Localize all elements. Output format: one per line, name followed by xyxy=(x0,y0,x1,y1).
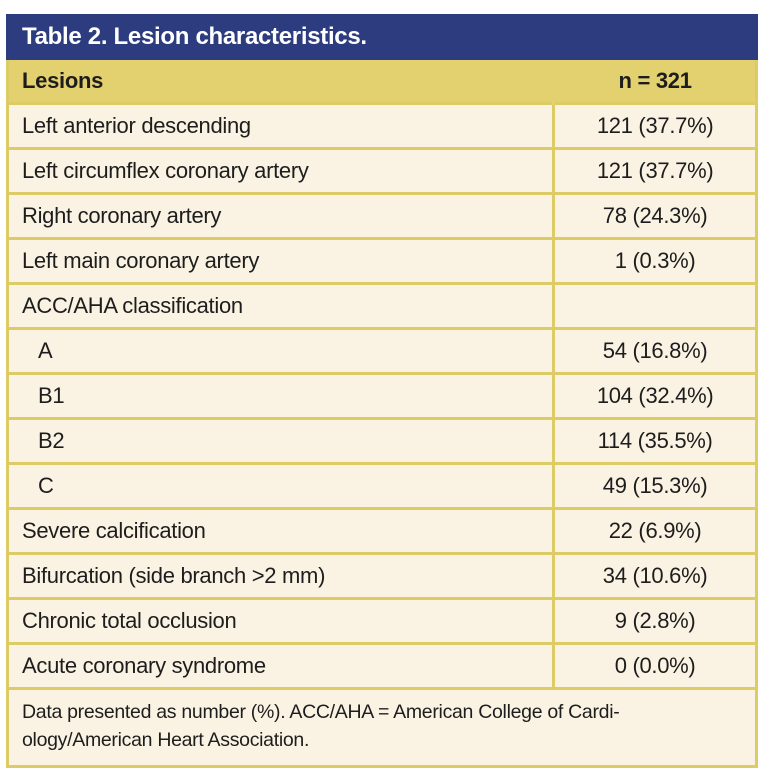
table-row xyxy=(8,284,757,329)
lesion-value-cell: 114 (35.5%) xyxy=(554,419,757,464)
lesion-value-cell: 54 (16.8%) xyxy=(554,329,757,374)
header-label-cell: Lesions xyxy=(8,60,554,104)
table-row xyxy=(8,464,757,509)
table-footnote xyxy=(8,689,757,767)
table-row xyxy=(8,509,757,554)
lesion-value-cell: 1 (0.3%) xyxy=(554,239,757,284)
table-row xyxy=(8,554,757,599)
footnote-line-2: ology/American Heart Association. xyxy=(22,728,310,751)
lesion-value-cell: 104 (32.4%) xyxy=(554,374,757,419)
table-title: Table 2. Lesion characteristics. xyxy=(22,23,367,50)
table-footnote-row xyxy=(8,689,757,767)
table-header-row xyxy=(8,60,757,104)
table-row xyxy=(8,419,757,464)
lesion-label-cell: Left main coronary artery xyxy=(8,239,554,284)
lesion-value-cell: 9 (2.8%) xyxy=(554,599,757,644)
lesion-label-cell: Left circumflex coronary artery xyxy=(8,149,554,194)
header-value-cell: n = 321 xyxy=(554,60,757,104)
lesion-value-cell: 0 (0.0%) xyxy=(554,644,757,689)
lesion-label-cell: Chronic total occlusion xyxy=(8,599,554,644)
table-title-bar xyxy=(6,14,758,60)
table-row xyxy=(8,194,757,239)
lesion-label-cell: A xyxy=(8,329,554,374)
lesion-label-cell: Severe calcification xyxy=(8,509,554,554)
table-row xyxy=(8,329,757,374)
lesion-value-cell: 78 (24.3%) xyxy=(554,194,757,239)
lesion-value-cell: 34 (10.6%) xyxy=(554,554,757,599)
lesion-value-cell: 22 (6.9%) xyxy=(554,509,757,554)
lesion-label-cell: B2 xyxy=(8,419,554,464)
lesion-label-cell: B1 xyxy=(8,374,554,419)
lesion-label-cell: Acute coronary syndrome xyxy=(8,644,554,689)
table-row xyxy=(8,104,757,149)
lesion-value-cell: 49 (15.3%) xyxy=(554,464,757,509)
lesion-value-cell: 121 (37.7%) xyxy=(554,149,757,194)
lesion-value-cell xyxy=(554,284,757,329)
lesion-table xyxy=(6,60,758,768)
lesion-label-cell: Left anterior descending xyxy=(8,104,554,149)
table-row xyxy=(8,374,757,419)
lesion-label-cell: Bifurcation (side branch >2 mm) xyxy=(8,554,554,599)
lesion-value-cell: 121 (37.7%) xyxy=(554,104,757,149)
table-row xyxy=(8,599,757,644)
lesion-label-cell: Right coronary artery xyxy=(8,194,554,239)
table-row xyxy=(8,644,757,689)
table-row xyxy=(8,239,757,284)
footnote-line-1: Data presented as number (%). ACC/AHA = American College of Cardi- xyxy=(22,701,620,723)
lesion-characteristics-table xyxy=(6,14,758,768)
lesion-label-cell: C xyxy=(8,464,554,509)
table-row xyxy=(8,149,757,194)
lesion-label-cell: ACC/AHA classification xyxy=(8,284,554,329)
